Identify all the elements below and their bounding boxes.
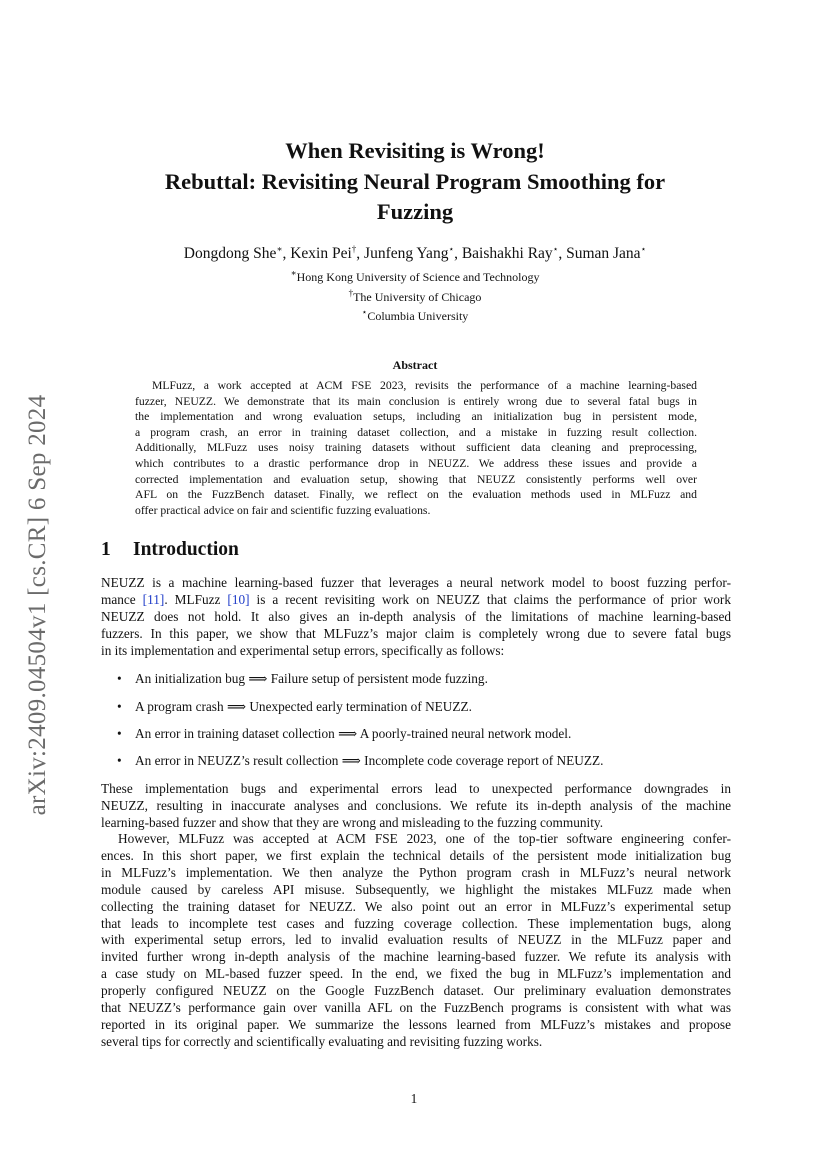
affiliation-mark: ∗ — [290, 268, 297, 278]
bullet-symbol: • — [117, 726, 122, 741]
abstract-line: corrected implementation and evaluation setup, showing that NEUZZ consistently performs well over — [135, 472, 697, 486]
abstract-line: which contributes to a drastic performance drop in NEUZZ. We address these issues and provide a — [135, 456, 697, 470]
intro-paragraph-1 — [101, 575, 731, 660]
bullet-symbol: • — [117, 753, 122, 768]
paragraph-line: reported in its original paper. We summarize the lessons learned from MLFuzz’s mistakes and propose — [101, 1016, 731, 1032]
text-run: is a recent revisiting work on NEUZZ that claims the performance of prior work — [249, 591, 731, 607]
title-line-3: Fuzzing — [376, 199, 454, 224]
paragraph-line: in its implementation and experimental setup errors, specifically as follows: — [101, 642, 505, 658]
paragraph-line: a case study on ML-based fuzzer speed. In the end, we fixed the bug in MLFuzz’s implementation and — [101, 966, 731, 982]
bullet-symbol: • — [117, 671, 122, 686]
author-name: Baishakhi Ray — [461, 245, 553, 263]
bullet-symbol: • — [117, 699, 122, 714]
bullet-text: An error in training dataset collection ⟹ A poorly-trained neural network model. — [135, 726, 572, 741]
affiliation-name: Columbia University — [367, 309, 469, 323]
paragraph-line: properly configured NEUZZ on the Google FuzzBench dataset. Our preliminary evaluation demonstrates — [101, 983, 731, 999]
text-run: mance — [101, 591, 143, 607]
abstract-line: Additionally, MLFuzz uses noisy training datasets without sufficient data cleaning and preprocessing, — [135, 441, 697, 455]
section-title: Introduction — [133, 539, 239, 560]
bullet-text: An error in NEUZZ’s result collection ⟹ Incomplete code coverage report of NEUZZ. — [135, 753, 604, 768]
paragraph-line: fuzzers. In this paper, we show that MLFuzz’s major claim is completely wrong due to severe fatal bugs — [101, 625, 731, 641]
paragraph-line: learning-based fuzzer and show that they are wrong and misleading to the fuzzing community. — [101, 814, 604, 830]
author-mark: ⋆ — [640, 244, 647, 254]
paragraph-line: several tips for correctly and scientifically evaluating and revisiting fuzzing works. — [101, 1033, 543, 1049]
abstract-line: offer practical advice on fair and scientific fuzzing evaluations. — [135, 503, 431, 517]
author-mark: ⋆ — [448, 244, 455, 254]
paragraph-line: with experimental setup errors, led to invalid evaluation results of NEUZZ in the MLFuzz paper and — [101, 932, 731, 948]
author-name: Junfeng Yang — [364, 245, 449, 263]
paragraph-line: However, MLFuzz was accepted at ACM FSE 2023, one of the top-tier software engineering confer- — [118, 831, 731, 846]
paragraph-line: These implementation bugs and experimental errors lead to unexpected performance downgrades in — [101, 781, 731, 796]
paragraph-line: invited further wrong in-depth analysis of the machine learning-based fuzzer. We refute its analysis with — [101, 949, 731, 965]
paragraph-line: collecting the training dataset for NEUZZ. We also point out an error in MLFuzz’s experimental setup — [101, 898, 731, 914]
section-number: 1 — [101, 539, 111, 560]
title-line-1: When Revisiting is Wrong! — [285, 138, 545, 163]
author-mark: ∗ — [276, 244, 283, 254]
text-run: . MLFuzz — [164, 591, 228, 607]
paragraph-line: NEUZZ is a machine learning-based fuzzer that leverages a neural network model to boost fuzzing perfor- — [101, 575, 731, 590]
affiliation-mark: ⋆ — [361, 307, 368, 317]
abstract-heading: Abstract — [392, 358, 438, 372]
abstract-line: fuzzer, NEUZZ. We demonstrate that its main conclusion is entirely wrong due to several fatal bugs in — [135, 394, 697, 408]
arxiv-identifier: arXiv:2409.04504v1 [cs.CR] 6 Sep 2024 — [24, 394, 51, 816]
affiliation-1 — [100, 268, 730, 285]
abstract-line: AFL on the FuzzBench dataset. Finally, we reflect on the evaluation methods used in MLFuzz and — [135, 488, 697, 502]
abstract-line: MLFuzz, a work accepted at ACM FSE 2023, revisits the performance of a machine learning-based — [152, 379, 697, 392]
author-mark: ⋆ — [552, 244, 559, 254]
affiliation-name: Hong Kong University of Science and Technology — [296, 270, 540, 284]
abstract-body — [135, 378, 697, 518]
paragraph-line: that leads to incomplete test cases and fuzzing coverage collection. These implementation bugs, along — [101, 915, 731, 931]
paragraph-line — [101, 592, 731, 609]
affiliation-3 — [100, 307, 730, 324]
bullet-text: A program crash ⟹ Unexpected early termination of NEUZZ. — [135, 699, 472, 714]
author-name: Dongdong She — [183, 245, 277, 263]
paragraph-line: NEUZZ, resulting in inaccurate analyses and conclusions. We refute its in-depth analysis of the machine — [101, 797, 731, 813]
affiliation-mark: † — [348, 288, 354, 298]
paper-title — [100, 136, 730, 228]
affiliation-2 — [100, 288, 730, 305]
paragraph-line: module caused by careless API misuse. Subsequently, we highlight the mistakes MLFuzz made when — [101, 881, 731, 897]
citation-link-11[interactable]: [11] — [142, 591, 165, 607]
paragraph-line: ences. In this short paper, we first explain the technical details of the persistent mode initialization bug — [101, 847, 731, 863]
intro-paragraph-3 — [101, 831, 731, 1051]
affiliation-name: The University of Chicago — [353, 290, 482, 304]
title-line-2: Rebuttal: Revisiting Neural Program Smoothing for — [164, 168, 666, 194]
bullet-text: An initialization bug ⟹ Failure setup of persistent mode fuzzing. — [135, 671, 488, 686]
section-heading-introduction — [101, 539, 239, 561]
author-name: Kexin Pei — [290, 245, 352, 263]
paragraph-line: that NEUZZ’s performance gain over vanilla AFL on the FuzzBench programs is consistent with what was — [101, 1000, 731, 1016]
citation-link-10[interactable]: [10] — [227, 591, 250, 607]
page-number: 1 — [410, 1091, 418, 1106]
intro-paragraph-2 — [101, 781, 731, 832]
paragraph-line: NEUZZ does not hold. It also gives an in-depth analysis of the limitations of machine learning-based — [101, 608, 731, 624]
author-name: Suman Jana — [566, 245, 641, 263]
author-mark: † — [351, 244, 357, 254]
author-list: Dongdong She∗, Kexin Pei†, Junfeng Yang⋆, Baishakhi Ray⋆, Suman Jana⋆ — [183, 244, 647, 263]
abstract-line: the implementation and wrong evaluation setups, including an initialization bug in persistent mode, — [135, 410, 697, 424]
arxiv-sidebar — [18, 370, 58, 840]
abstract-line: a program crash, an error in training dataset collection, and a mistake in fuzzing result collection. — [135, 425, 697, 439]
paragraph-line: in MLFuzz’s implementation. We then analyze the Python program crash in MLFuzz’s neural network — [101, 864, 731, 880]
